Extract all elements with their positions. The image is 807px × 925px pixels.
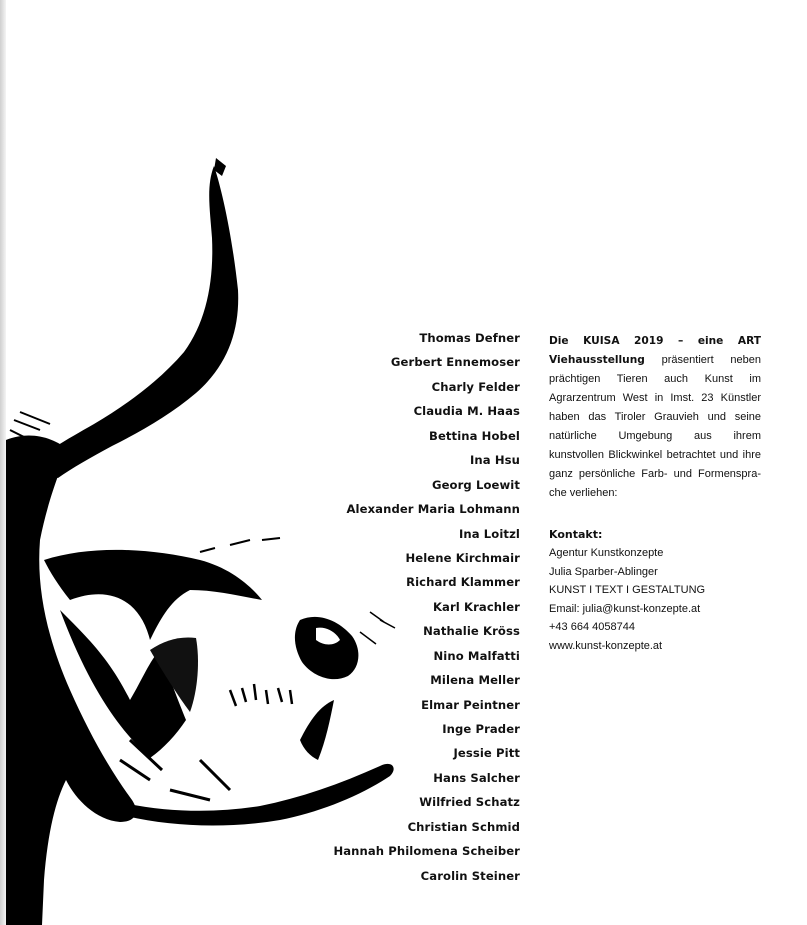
artist-name: Thomas Defner [419,331,520,345]
artist-name: Christian Schmid [407,819,520,834]
artist-name: Elmar Peintner [421,697,520,712]
artist-name: Charly Felder [431,379,520,394]
artist-name: Nino Malfatti [433,648,520,663]
artist-name: Ina Loitzl [458,526,520,541]
artist-name: Gerbert Ennemoser [390,355,520,370]
artist-name: Hans Salcher [433,770,520,785]
artist-name: Milena Meller [430,673,520,688]
artist-name: Carolin Steiner [420,868,520,883]
contact-phone: +43 664 4058744 [549,621,635,634]
artist-name: Richard Klammer [406,575,520,590]
artist-name: Inge Prader [442,722,520,736]
horn-shape [30,166,238,478]
artist-name: Ina Hsu [470,453,520,468]
artist-list [330,329,520,891]
artist-name: Georg Loewit [431,477,520,492]
contact-email: Email: julia@kunst-konzepte.at [549,602,701,615]
intro-text: präsentiert neben prächtigen Tieren auch Kunst im Agrarzentrum West in Imst. 23 Künstler haben das Tiroler Grauvieh und seine natürliche Umgebung aus ihrem kunstvollen Blickwinkel betrachtet und ihre ganz persönliche Farb- und Formensprache verliehen: [549,354,761,499]
artist-name: Nathalie Kröss [423,624,520,639]
intro-paragraph [549,332,761,503]
artist-name: Jessie Pitt [453,746,520,761]
artist-name: Hannah Philomena Scheiber [333,844,520,859]
artist-name: Karl Krachler [432,599,520,614]
artist-name: Claudia M. Haas [413,404,520,419]
contact-website: www.kunst-konzepte.at [549,639,663,652]
contact-person: Julia Sparber-Ablinger [549,565,658,578]
contact-agency: Agentur Kunstkonzepte [549,547,664,559]
contact-heading: Kontakt: [549,528,603,541]
artist-name: Wilfried Schatz [419,795,520,810]
intro-bold-lead: Die KUISA 2019 – eine ART Viehausstellung [549,335,761,366]
artist-name: Alexander Maria Lohmann [346,502,520,517]
contact-tagline: KUNST I TEXT I GESTALTUNG [549,584,706,597]
contact-block [549,525,779,656]
artist-name: Bettina Hobel [429,428,520,443]
artist-name: Helene Kirchmair [405,550,520,565]
